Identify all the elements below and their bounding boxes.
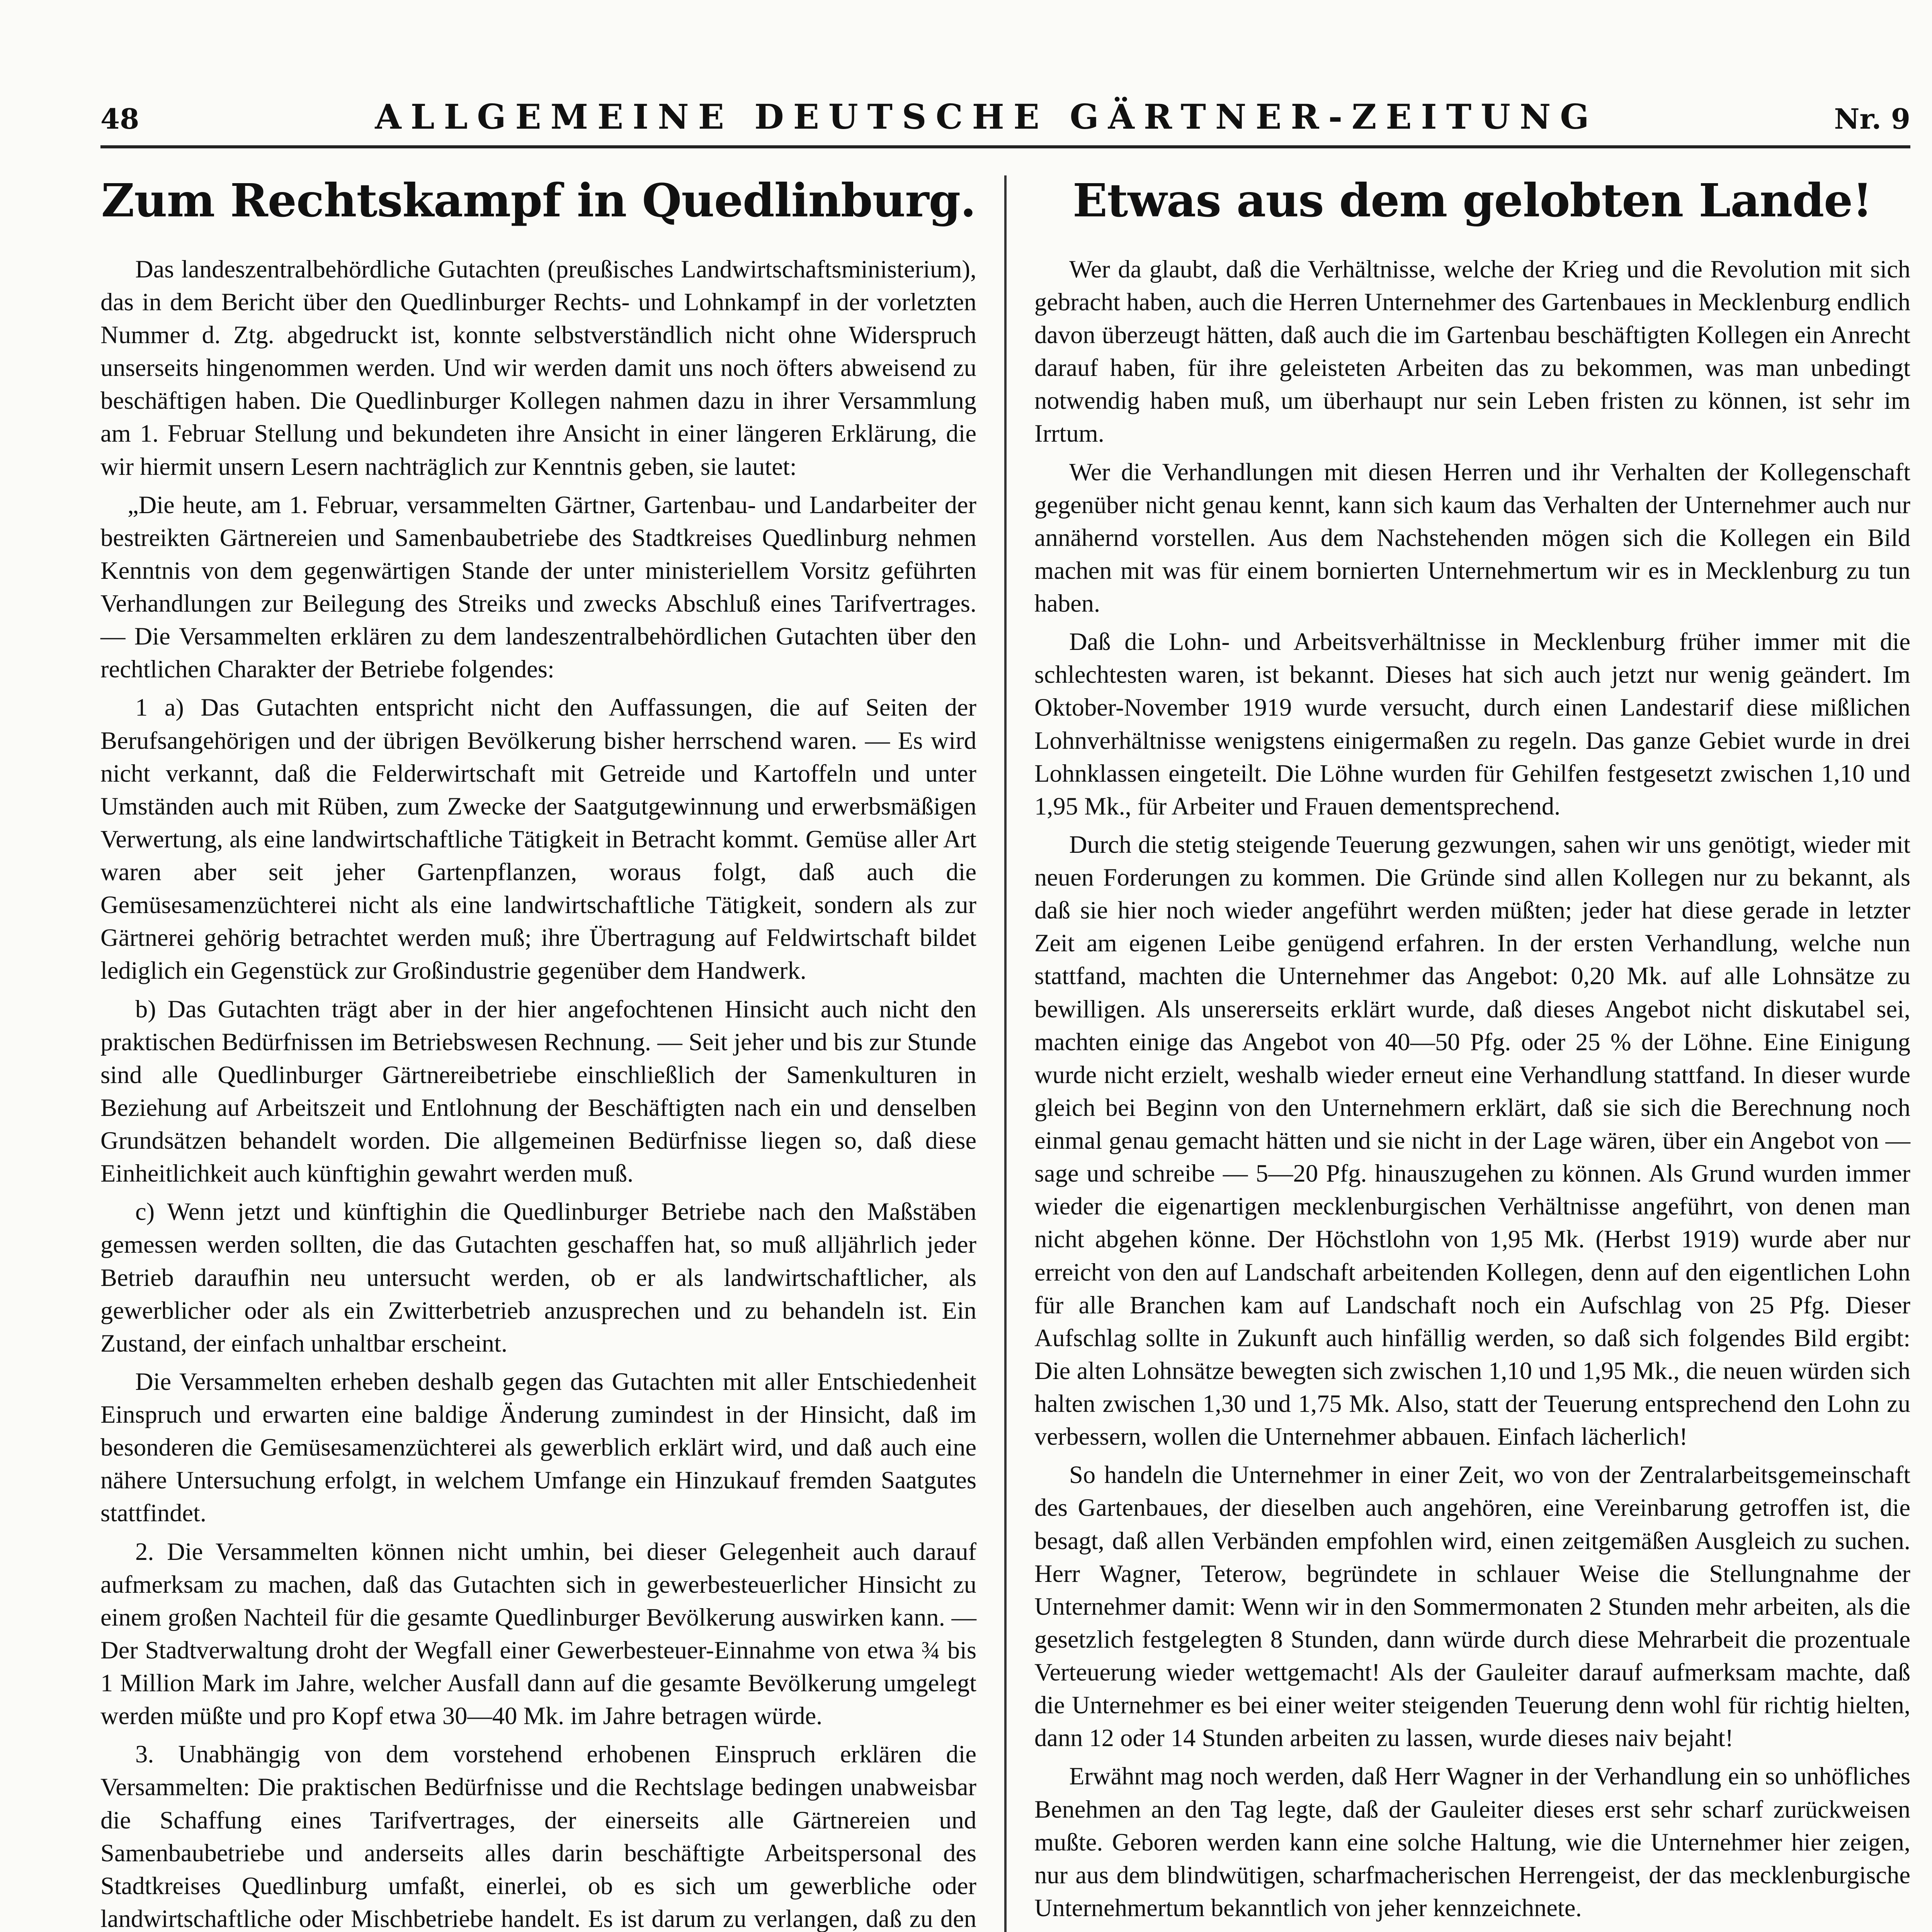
right-article-title: Etwas aus dem gelobten Lande! [1073,173,1872,227]
columns [100,175,1910,1932]
left-paragraph: 2. Die Versammelten können nicht umhin, bei dieser Gelegenheit auch darauf aufmerksam zu machen, daß das Gutachten sich in gewerbesteuerlicher Hinsicht zu einem großen Nachteil für die gesamte Quedlinburger Bevölkerung auswirken kann. — Der Stadtverwaltung droht der Wegfall einer Gewerbesteuer-Einnahme von etwa ¾ bis 1 Million Mark im Jahre, welcher Ausfall dann auf die gesamte Bevölkerung umgelegt werden müßte und pro Kopf etwa 30—40 Mk. im Jahre betragen würde. [100,1537,976,1730]
newspaper-title: ALLGEMEINE DEUTSCHE GÄRTNER-ZEITUNG [375,97,1599,137]
right-paragraph: Wer da glaubt, daß die Verhältnisse, welche der Krieg und die Revolution mit sich gebracht haben, auch die Herren Unternehmer des Gartenbaues in Mecklenburg endlich davon überzeugt hätten, daß auch die im Gartenbau beschäftigten Kollegen ein Anrecht darauf haben, für ihre geleisteten Arbeiten das zu bekommen, was man unbedingt notwendig haben muß, um überhaupt nur sein Leben fristen zu können, ist sehr im Irrtum. [1034,255,1910,447]
left-paragraph: 1 a) Das Gutachten entspricht nicht den Auffassungen, die auf Seiten der Berufsangehörigen und der übrigen Bevölkerung bisher herrschend waren. — Es wird nicht verkannt, daß die Felderwirtschaft mit Getreide und Kartoffeln und unter Umständen auch mit Rüben, zum Zwecke der Saatgutgewinnung und erwerbsmäßigen Verwertung, als eine landwirtschaftliche Tätigkeit in Betracht kommt. Gemüse aller Art waren aber seit jeher Gartenpflanzen, woraus folgt, daß auch die Gemüsesamenzüchterei nicht als eine landwirtschaftliche Tätigkeit, sondern als zur Gärtnerei gehörig betrachtet werden muß; ihre Übertragung auf Feldwirtschaft bildet lediglich ein Gegenstück zur Großindustrie gegenüber dem Handwerk. [100,694,976,985]
left-column [100,175,976,1932]
right-paragraph [1034,1930,1910,1932]
right-paragraph: Erwähnt mag noch werden, daß Herr Wagner in der Verhandlung ein so unhöfliches Benehmen an den Tag legte, daß der Gauleiter dieses erst sehr scharf zurückweisen mußte. Geboren werden kann eine solche Haltung, wie die Unternehmer hier zeigen, nur aus dem blindwütigen, scharfmacherischen Herrengeist, der das mecklenburgische Unternehmertum bekanntlich von jeher kennzeichnete. [1034,1762,1910,1922]
right-paragraph: So handeln die Unternehmer in einer Zeit, wo von der Zentralarbeitsgemeinschaft des Gartenbaues, der dieselben auch angehören, eine Vereinbarung getroffen ist, die besagt, daß allen Verbänden empfohlen wird, einen zeitgemäßen Ausgleich zu suchen. Herr Wagner, Teterow, begründete in schlauer Weise die Stellungnahme der Unternehmer damit: Wenn wir in den Sommermonaten 2 Stunden mehr arbeiten, als die gesetzlich festgelegten 8 Stunden, dann würde durch diese Mehrarbeit die prozentuale Verteuerung wieder wettgemacht! Als der Gauleiter darauf aufmerksam machte, daß die Unternehmer es bei einer weiter steigenden Teuerung denn wohl für richtig hielten, dann 12 oder 14 Stunden arbeiten zu lassen, wurde dieses naiv bejaht! [1034,1461,1910,1752]
right-column [1034,175,1910,1932]
left-paragraph: „Die heute, am 1. Februar, versammelten Gärtner, Gartenbau- und Landarbeiter der bestreikten Gärtnereien und Samenbaubetriebe des Stadtkreises Quedlinburg nehmen Kenntnis von dem gegenwärtigen Stande der unter ministeriellem Vorsitz geführten Verhandlungen zur Beilegung des Streiks und zwecks Abschluß eines Tarifvertrages. — Die Versammelten erklären zu dem landeszentralbehördlichen Gutachten über den rechtlichen Charakter der Betriebe folgendes: [100,491,976,683]
left-paragraph: Das landeszentralbehördliche Gutachten (preußisches Landwirtschaftsministerium), das in dem Bericht über den Quedlinburger Rechts- und Lohnkampf in der vorletzten Nummer d. Ztg. abgedruckt ist, konnte selbstverständlich nicht ohne Widerspruch unserseits hingenommen werden. Und wir werden damit uns noch öfters abweisend zu beschäftigen haben. Die Quedlinburger Kollegen nahmen dazu in ihrer Versammlung am 1. Februar Stellung und bekundeten ihre Ansicht in einer längeren Erklärung, die wir hiermit unsern Lesern nachträglich zur Kenntnis geben, sie lautet: [100,255,976,480]
left-paragraph: c) Wenn jetzt und künftighin die Quedlinburger Betriebe nach den Maßstäben gemessen werden sollten, die das Gutachten geschaffen hat, so muß alljährlich jeder Betrieb daraufhin neu untersucht werden, ob er als landwirtschaftlicher, als gewerblicher oder als ein Zwitterbetrieb anzusprechen und zu behandeln ist. Ein Zustand, der einfach unhaltbar erscheint. [100,1198,976,1357]
left-paragraph: b) Das Gutachten trägt aber in der hier angefochtenen Hinsicht auch nicht den praktischen Bedürfnissen im Betriebswesen Rechnung. — Seit jeher und bis zur Stunde sind alle Quedlinburger Gärtnereibetriebe einschließlich der Samenkulturen in Beziehung auf Arbeitszeit und Entlohnung der Beschäftigten nach ein und denselben Grundsätzen behandelt worden. Die allgemeinen Bedürfnisse liegen so, daß diese Einheitlichkeit auch künftighin gewahrt werden muß. [100,995,976,1187]
left-paragraph: Die Versammelten erheben deshalb gegen das Gutachten mit aller Entschiedenheit Einspruch und erwarten eine baldige Änderung zumindest in der Hinsicht, daß im besonderen die Gemüsesamenzüchterei als gewerblich erklärt wird, und daß auch eine nähere Untersuchung erfolgt, in welchem Umfange ein Hinzukauf fremden Saatgutes stattfindet. [100,1367,976,1527]
right-paragraph: Durch die stetig steigende Teuerung gezwungen, sahen wir uns genötigt, wieder mit neuen Forderungen zu kommen. Die Gründe sind allen Kollegen nur zu bekannt, als daß sie hier noch wieder angeführt werden müßten; jeder hat diese gerade in letzter Zeit am eigenen Leibe genügend erfahren. In der ersten Verhandlung, welche nun stattfand, machten die Unternehmer das Angebot: 0,20 Mk. auf alle Lohnsätze zu bewilligen. Als unsererseits erklärt wurde, daß dieses Angebot nicht diskutabel sei, machten einige das Angebot von 40—50 Pfg. oder 25 % der Löhne. Eine Einigung wurde nicht erzielt, weshalb wieder erneut eine Verhandlung stattfand. In dieser wurde gleich bei Beginn von den Unternehmern erklärt, daß sie sich die Berechnung noch einmal genau gemacht hätten und sie nicht in der Lage wären, über ein Angebot von — sage und schreibe — 5—20 Pfg. hinauszugehen zu können. Als Grund wurden immer wieder die eigenartigen mecklenburgischen Verhältnisse angeführt, von denen man nicht abgehen könne. Der Höchstlohn von 1,95 Mk. (Herbst 1919) wurde aber nur erreicht von den auf Landschaft arbeitenden Kollegen, denn auf den eigentlichen Lohn für alle Branchen kam auf Landschaft noch ein Aufschlag von 25 Pfg. Dieser Aufschlag sollte in Zukunft auch hinfällig werden, so daß sich folgendes Bild ergibt: Die alten Lohnsätze bewegten sich zwischen 1,10 und 1,95 Mk., die neuen würden sich halten zwischen 1,30 und 1,75 Mk. Also, statt der Teuerung entsprechend den Lohn zu verbessern, wollen die Unternehmer abbauen. Einfach lächerlich! [1034,830,1910,1451]
left-article-title: Zum Rechtskampf in Quedlinburg. [101,173,976,227]
issue-number: Nr. 9 [1834,102,1910,135]
column-divider [1004,175,1007,1932]
left-paragraph: 3. Unabhängig von dem vorstehend erhobenen Einspruch erklären die Versammelten: Die praktischen Bedürfnisse und die Rechtslage bedingen unabweisbar die Schaffung eines Tarifvertrages, der einerseits alle Gärtnereien und Samenbaubetriebe und anderseits alles darin beschäftigte Arbeitspersonal des Stadtkreises Quedlinburg umfaßt, einerlei, ob es sich um gewerbliche oder landwirtschaftliche oder Mischbetriebe handelt. Es ist darum zu verlangen, daß zu den [100,1740,976,1932]
page-number: 48 [100,102,139,135]
right-paragraph: Daß die Lohn- und Arbeitsverhältnisse in Mecklenburg früher immer mit die schlechtesten waren, ist bekannt. Dieses hat sich auch jetzt nur wenig geändert. Im Oktober-November 1919 wurde versucht, durch einen Landestarif diese mißlichen Lohnverhältnisse wenigstens einigermaßen zu regeln. Das ganze Gebiet wurde in drei Lohnklassen eingeteilt. Die Löhne wurden für Gehilfen festgesetzt zwischen 1,10 und 1,95 Mk., für Arbeiter und Frauen dementsprechend. [1034,628,1910,820]
right-paragraph: Wer die Verhandlungen mit diesen Herren und ihr Verhalten der Kollegenschaft gegenüber nicht genau kennt, kann sich kaum das Verhalten der Unternehmer auch nur annähernd vorstellen. Aus dem Nachstehenden mögen sich die Kollegen ein Bild machen mit was für einem bornierten Unternehmertum wir es in Mecklenburg zu tun haben. [1034,458,1910,617]
page-header [100,97,1910,148]
